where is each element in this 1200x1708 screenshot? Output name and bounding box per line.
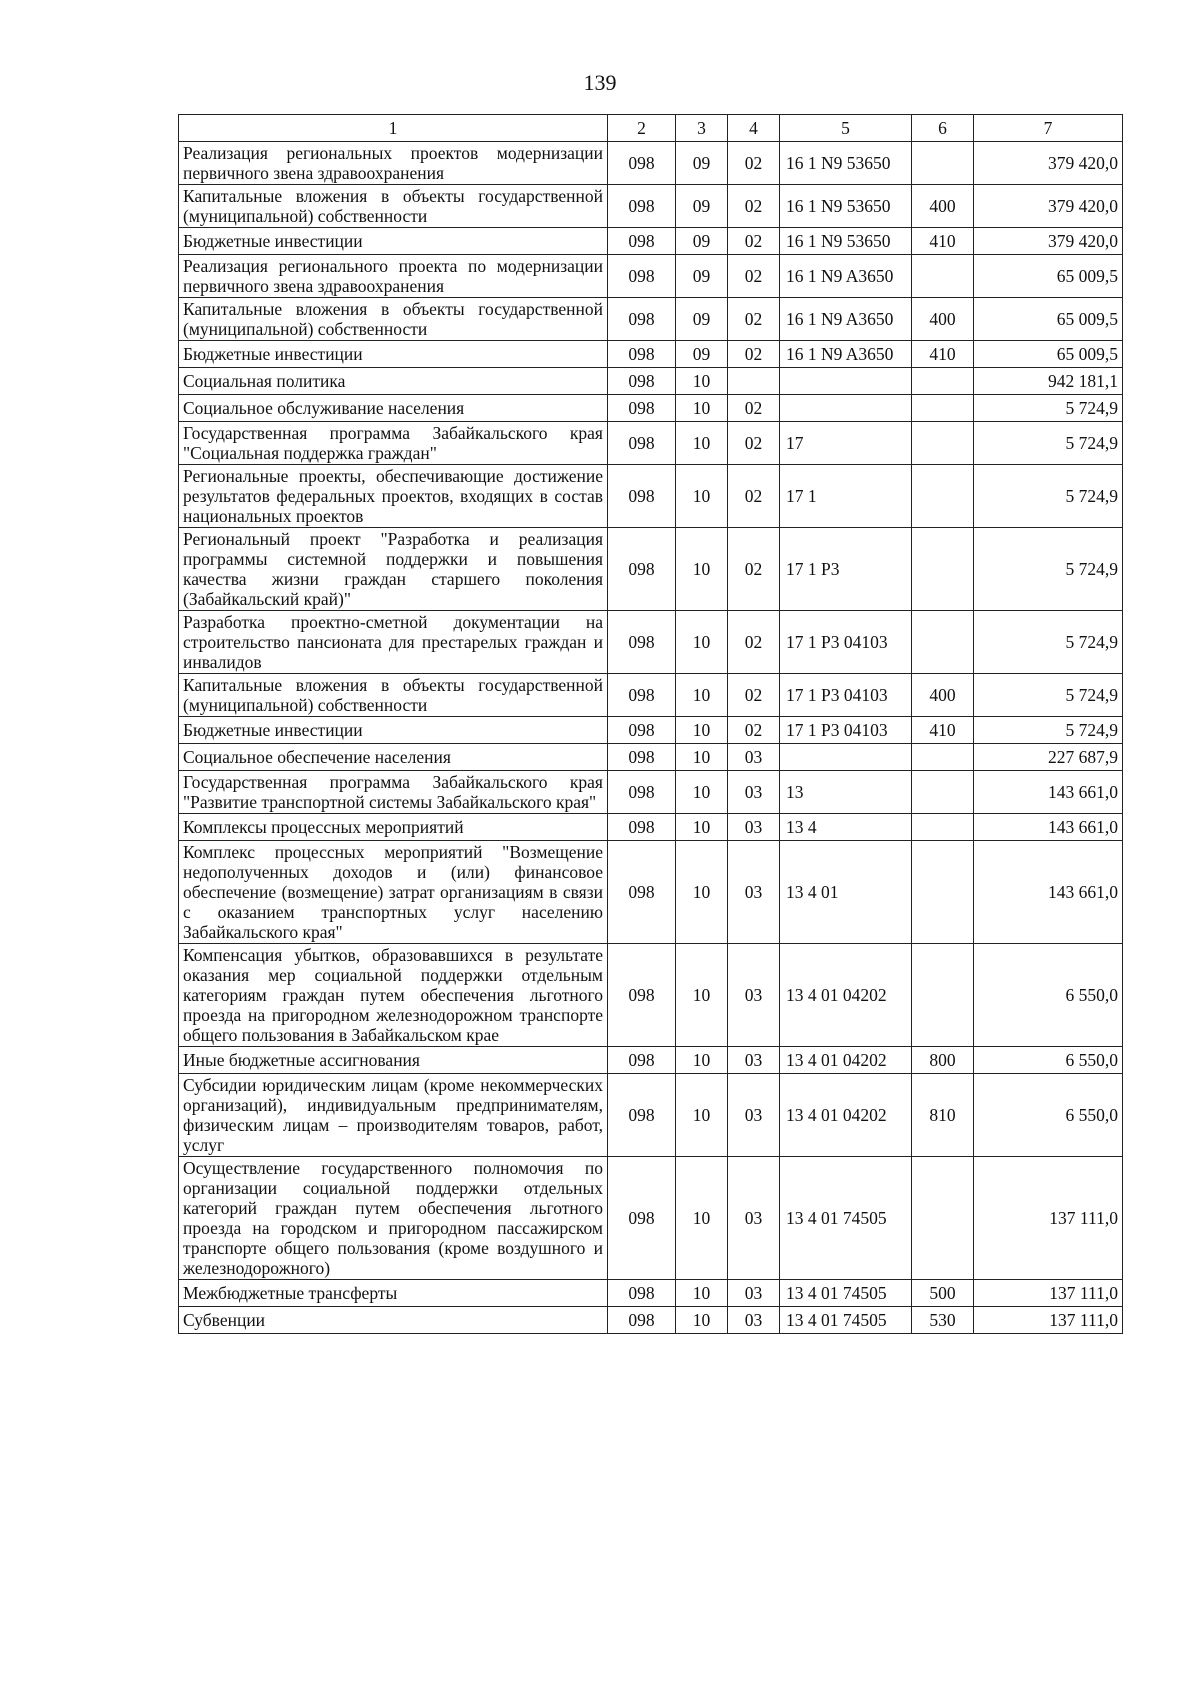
row-section-code: 10 [676,841,728,944]
row-subsection-code: 03 [728,1074,780,1157]
row-subsection-code: 03 [728,944,780,1047]
row-ministry-code: 098 [608,814,676,841]
table-row [179,611,1123,674]
row-expense-type [912,1157,974,1280]
row-expense-type [912,395,974,422]
column-header: 4 [728,115,780,142]
row-target-article [780,395,912,422]
row-amount: 143 661,0 [974,841,1123,944]
row-target-article [780,744,912,771]
row-expense-type [912,944,974,1047]
row-expense-type [912,465,974,528]
row-section-code: 09 [676,228,728,255]
row-ministry-code: 098 [608,611,676,674]
row-ministry-code: 098 [608,1047,676,1074]
row-section-code: 10 [676,422,728,465]
row-description: Компенсация убытков, образовавшихся в результате оказания мер социальной поддержки отдельным категориям граждан путем обеспечения льготного проезда на пригородном железнодорожном транспорте общего пользования в Забайкальском крае [179,944,608,1047]
row-ministry-code: 098 [608,422,676,465]
column-header: 7 [974,115,1123,142]
row-ministry-code: 098 [608,341,676,368]
row-target-article: 16 1 N9 A3650 [780,341,912,368]
row-section-code: 10 [676,611,728,674]
row-target-article: 17 1 P3 04103 [780,674,912,717]
row-ministry-code: 098 [608,1280,676,1307]
row-target-article [780,368,912,395]
row-section-code: 10 [676,717,728,744]
row-section-code: 10 [676,674,728,717]
table-row [179,1047,1123,1074]
row-expense-type [912,368,974,395]
row-ministry-code: 098 [608,465,676,528]
table-row [179,422,1123,465]
row-expense-type: 530 [912,1307,974,1334]
table-row [179,341,1123,368]
row-subsection-code: 02 [728,142,780,185]
table-row [179,717,1123,744]
row-ministry-code: 098 [608,1074,676,1157]
row-amount: 6 550,0 [974,1074,1123,1157]
row-description: Межбюджетные трансферты [179,1280,608,1307]
row-target-article: 17 1 [780,465,912,528]
row-section-code: 10 [676,395,728,422]
row-amount: 137 111,0 [974,1280,1123,1307]
row-ministry-code: 098 [608,1307,676,1334]
row-description: Бюджетные инвестиции [179,717,608,744]
header-row [179,115,1123,142]
row-expense-type: 800 [912,1047,974,1074]
table-row [179,1280,1123,1307]
row-subsection-code: 02 [728,528,780,611]
row-ministry-code: 098 [608,841,676,944]
row-amount: 65 009,5 [974,341,1123,368]
row-expense-type: 410 [912,341,974,368]
row-amount: 65 009,5 [974,298,1123,341]
row-expense-type [912,528,974,611]
row-subsection-code: 02 [728,422,780,465]
row-target-article: 13 4 01 04202 [780,944,912,1047]
row-subsection-code: 02 [728,717,780,744]
row-ministry-code: 098 [608,944,676,1047]
row-ministry-code: 098 [608,255,676,298]
table-row [179,228,1123,255]
row-section-code: 10 [676,814,728,841]
row-amount: 379 420,0 [974,185,1123,228]
row-target-article: 16 1 N9 A3650 [780,255,912,298]
row-target-article: 16 1 N9 53650 [780,185,912,228]
row-section-code: 09 [676,255,728,298]
row-description: Социальное обслуживание населения [179,395,608,422]
row-ministry-code: 098 [608,395,676,422]
row-description: Комплекс процессных мероприятий "Возмещение недополученных доходов и (или) финансовое обеспечение (возмещение) затрат организациям в связи с оказанием транспортных услуг населению Забайкальского края" [179,841,608,944]
row-description: Капитальные вложения в объекты государственной (муниципальной) собственности [179,185,608,228]
row-target-article: 13 4 01 [780,841,912,944]
row-section-code: 10 [676,465,728,528]
row-section-code: 10 [676,528,728,611]
row-section-code: 10 [676,1307,728,1334]
row-description: Социальное обеспечение населения [179,744,608,771]
row-ministry-code: 098 [608,228,676,255]
row-amount: 5 724,9 [974,422,1123,465]
row-ministry-code: 098 [608,368,676,395]
row-section-code: 09 [676,185,728,228]
row-target-article: 13 4 [780,814,912,841]
table-row [179,528,1123,611]
row-subsection-code: 02 [728,465,780,528]
row-target-article: 16 1 N9 53650 [780,228,912,255]
row-description: Бюджетные инвестиции [179,228,608,255]
row-description: Осуществление государственного полномочия по организации социальной поддержки отдельных категорий граждан путем обеспечения льготного проезда на городском и пригородном пассажирском транспорте общего пользования (кроме воздушного и железнодорожного) [179,1157,608,1280]
table-row [179,395,1123,422]
row-description: Государственная программа Забайкальского края "Социальная поддержка граждан" [179,422,608,465]
row-subsection-code: 02 [728,255,780,298]
table-row [179,1074,1123,1157]
row-amount: 5 724,9 [974,528,1123,611]
row-expense-type [912,611,974,674]
row-expense-type: 400 [912,298,974,341]
table-row [179,465,1123,528]
row-subsection-code: 03 [728,814,780,841]
row-amount: 5 724,9 [974,465,1123,528]
row-amount: 6 550,0 [974,1047,1123,1074]
table-row [179,944,1123,1047]
row-section-code: 10 [676,771,728,814]
table-row [179,841,1123,944]
table-row [179,744,1123,771]
row-target-article: 13 4 01 74505 [780,1307,912,1334]
row-subsection-code: 02 [728,185,780,228]
table-row [179,674,1123,717]
row-section-code: 10 [676,1157,728,1280]
row-expense-type: 410 [912,717,974,744]
row-amount: 5 724,9 [974,395,1123,422]
row-expense-type: 410 [912,228,974,255]
row-description: Региональные проекты, обеспечивающие достижение результатов федеральных проектов, входящих в состав национальных проектов [179,465,608,528]
table-body [179,142,1123,1334]
row-amount: 227 687,9 [974,744,1123,771]
row-subsection-code: 02 [728,341,780,368]
row-target-article: 13 4 01 04202 [780,1074,912,1157]
row-amount: 5 724,9 [974,717,1123,744]
row-subsection-code: 03 [728,771,780,814]
row-target-article: 13 4 01 74505 [780,1157,912,1280]
row-subsection-code [728,368,780,395]
table-row [179,255,1123,298]
row-ministry-code: 098 [608,185,676,228]
row-target-article: 16 1 N9 53650 [780,142,912,185]
row-ministry-code: 098 [608,1157,676,1280]
row-section-code: 09 [676,142,728,185]
row-description: Государственная программа Забайкальского края "Развитие транспортной системы Забайкальского края" [179,771,608,814]
table-row [179,142,1123,185]
row-target-article: 13 4 01 74505 [780,1280,912,1307]
row-amount: 143 661,0 [974,814,1123,841]
row-amount: 65 009,5 [974,255,1123,298]
table-row [179,185,1123,228]
row-ministry-code: 098 [608,142,676,185]
row-ministry-code: 098 [608,744,676,771]
column-header: 1 [179,115,608,142]
row-section-code: 09 [676,341,728,368]
table-row [179,771,1123,814]
row-description: Субвенции [179,1307,608,1334]
column-header: 3 [676,115,728,142]
row-expense-type [912,255,974,298]
row-subsection-code: 03 [728,1047,780,1074]
row-expense-type: 810 [912,1074,974,1157]
table-row [179,1307,1123,1334]
row-section-code: 10 [676,1047,728,1074]
row-expense-type: 500 [912,1280,974,1307]
row-expense-type [912,744,974,771]
row-section-code: 10 [676,368,728,395]
row-amount: 942 181,1 [974,368,1123,395]
row-expense-type [912,422,974,465]
row-description: Капитальные вложения в объекты государственной (муниципальной) собственности [179,298,608,341]
row-amount: 137 111,0 [974,1157,1123,1280]
row-subsection-code: 02 [728,228,780,255]
row-ministry-code: 098 [608,528,676,611]
row-amount: 5 724,9 [974,611,1123,674]
row-subsection-code: 03 [728,1280,780,1307]
row-target-article: 17 1 P3 04103 [780,717,912,744]
row-target-article: 13 [780,771,912,814]
row-expense-type [912,771,974,814]
row-subsection-code: 02 [728,395,780,422]
row-ministry-code: 098 [608,298,676,341]
row-subsection-code: 02 [728,298,780,341]
row-target-article: 17 1 P3 04103 [780,611,912,674]
page-number: 139 [583,70,617,95]
row-section-code: 10 [676,744,728,771]
row-subsection-code: 03 [728,744,780,771]
row-description: Разработка проектно-сметной документации на строительство пансионата для престарелых граждан и инвалидов [179,611,608,674]
row-amount: 379 420,0 [974,142,1123,185]
row-expense-type: 400 [912,185,974,228]
row-ministry-code: 098 [608,717,676,744]
row-expense-type [912,814,974,841]
column-header: 6 [912,115,974,142]
row-description: Капитальные вложения в объекты государственной (муниципальной) собственности [179,674,608,717]
row-subsection-code: 02 [728,611,780,674]
row-ministry-code: 098 [608,771,676,814]
table-row [179,368,1123,395]
row-amount: 379 420,0 [974,228,1123,255]
row-section-code: 10 [676,1280,728,1307]
row-description: Реализация региональных проектов модернизации первичного звена здравоохранения [179,142,608,185]
row-expense-type: 400 [912,674,974,717]
column-header: 5 [780,115,912,142]
row-description: Бюджетные инвестиции [179,341,608,368]
row-description: Реализация регионального проекта по модернизации первичного звена здравоохранения [179,255,608,298]
row-subsection-code: 03 [728,1307,780,1334]
budget-table [178,114,1123,1334]
row-description: Региональный проект "Разработка и реализация программы системной поддержки и повышения качества жизни граждан старшего поколения (Забайкальский край)" [179,528,608,611]
row-target-article: 16 1 N9 A3650 [780,298,912,341]
row-description: Субсидии юридическим лицам (кроме некоммерческих организаций), индивидуальным предпринимателям, физическим лицам – производителям товаров, работ, услуг [179,1074,608,1157]
row-expense-type [912,841,974,944]
row-section-code: 10 [676,944,728,1047]
row-amount: 143 661,0 [974,771,1123,814]
table-row [179,814,1123,841]
table-row [179,1157,1123,1280]
table-row [179,298,1123,341]
row-description: Социальная политика [179,368,608,395]
row-target-article: 17 1 P3 [780,528,912,611]
column-header: 2 [608,115,676,142]
row-amount: 137 111,0 [974,1307,1123,1334]
row-subsection-code: 03 [728,1157,780,1280]
row-subsection-code: 03 [728,841,780,944]
row-target-article: 17 [780,422,912,465]
row-subsection-code: 02 [728,674,780,717]
row-section-code: 10 [676,1074,728,1157]
row-description: Комплексы процессных мероприятий [179,814,608,841]
row-section-code: 09 [676,298,728,341]
row-amount: 6 550,0 [974,944,1123,1047]
row-ministry-code: 098 [608,674,676,717]
row-expense-type [912,142,974,185]
row-description: Иные бюджетные ассигнования [179,1047,608,1074]
row-target-article: 13 4 01 04202 [780,1047,912,1074]
row-amount: 5 724,9 [974,674,1123,717]
